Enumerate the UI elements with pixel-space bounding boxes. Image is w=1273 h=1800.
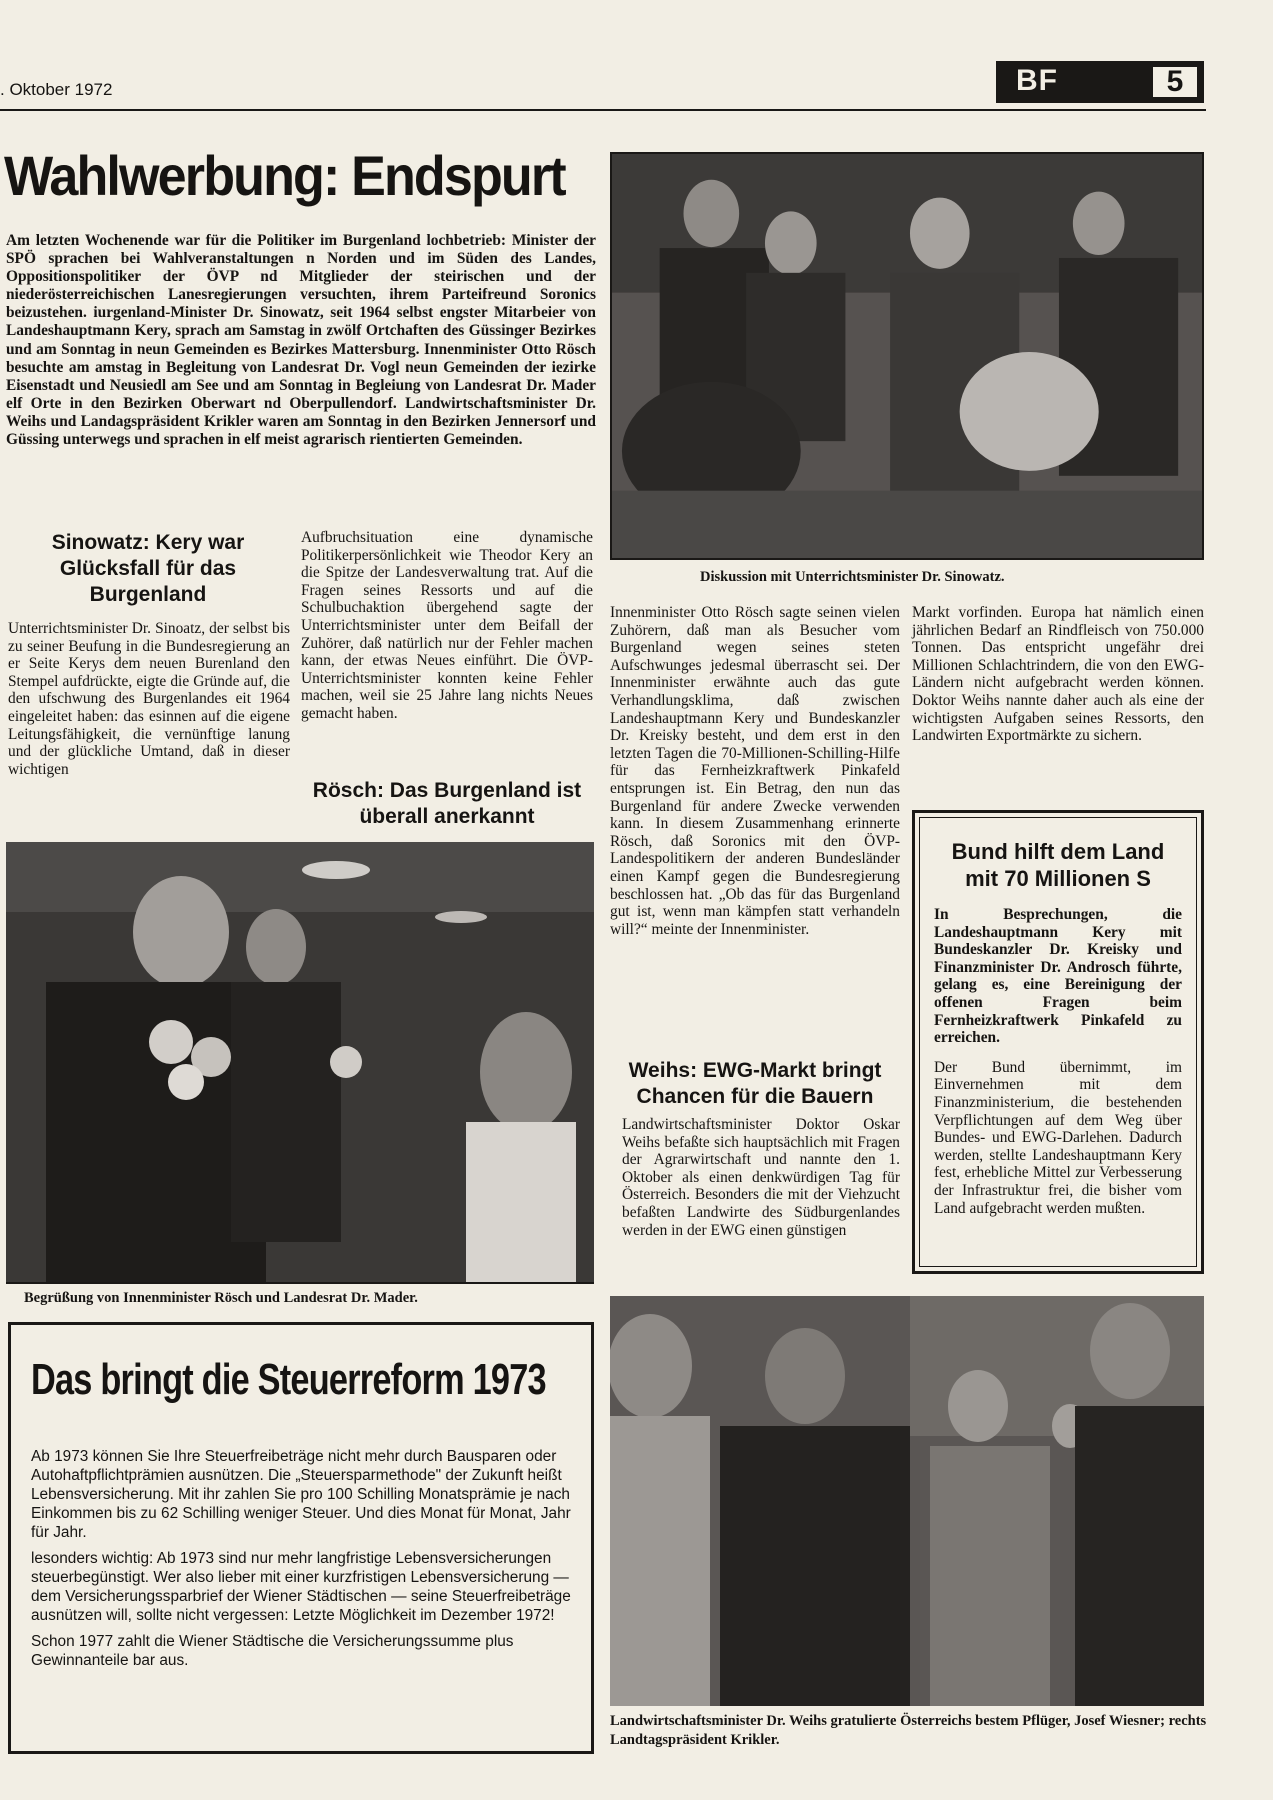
box-bund-text: Der Bund übernimmt, im Einvernehmen mit dem Finanzministerium, die bestehenden Verpflichtungen auf dem Weg über Bundes- und EWG-Darlehen. Dadurch werden, stellte Landeshauptmann Kery fest, erhebliche Mittel zur Verbesserung der Infrastruktur frei, die bisher vom Land aufgebracht werden mußten. bbox=[934, 1058, 1182, 1217]
weihs-text-continued: Markt vorfinden. Europa hat nämlich einen jährlichen Bedarf an Rindfleisch von 750.000 Tonnen. Das entspricht ungefähr drei Millionen Schlachtrindern, die von den EWG-Ländern nicht aufgebracht werden können. Doktor Weihs nannte daher auch als eine der wichtigsten Aufgaben seines Ressorts, den Landwirten Exportmärkte zu sichern. bbox=[912, 604, 1204, 745]
subhead-sinowatz: Sinowatz: Kery war Glücksfall für das Burgenland bbox=[51, 531, 245, 606]
box-bund-hilft bbox=[912, 810, 1204, 1274]
roesch-text: Innenminister Otto Rösch sagte seinen vielen Zuhörern, daß man als Besucher vom Burgenland wegen seines steten Aufschwunges jedesmal überrascht sei. Der Innenminister erwähnte auch das gute Verhandlungsklima, daß zwischen Landeshauptmann Kery und Bundeskanzler Dr. Kreisky besteht, und dem erst in den letzten Tagen die 70-Millionen-Schilling-Hilfe für das Fernheizkraftwerk Pinkafeld entsprungen ist. Ein Betrag, den nun das Burgenland für andere Zwecke verwenden kann. In diesem Zusammenhang erinnerte Rösch, daß Soronics mit den ÖVP-Landespolitikern der anderen Bundesländer einen Kampf gegen die Bundesregierung beschlossen hat. „Ob das für das Burgenland gut ist, wenn man kämpfen statt verhandeln will?“ meinte der Innenminister. bbox=[610, 604, 900, 938]
section-label: BF bbox=[1016, 64, 1058, 97]
subhead-weihs: Weihs: EWG-Markt bringt Chancen für die Bauern bbox=[628, 1059, 882, 1108]
subhead-roesch-block bbox=[301, 778, 593, 830]
photo-greeting-rule bbox=[6, 1282, 594, 1284]
box-bund-headline: Bund hilft dem Land mit 70 Millionen S bbox=[951, 839, 1165, 891]
main-lead: Am letzten Wochenende war für die Politiker im Burgenland lochbetrieb: Minister der SPÖ sprachen bei Wahlveranstaltungen n Norden und im Süden des Landes, Oppositionspolitiker der ÖVP nd Mitglieder der steirischen und der niederösterreichischen Lanesregierungen versuchten, ihrem Parteifreund Soronics beizustehen. iurgenland-Minister Dr. Sinowatz, seit 1964 selbst engster Mitarbeier von Landeshauptmann Kery, sprach am Samstag in zwölf Ortchaften des Güssinger Bezirkes und am Sonntag in neun Gemeinden es Bezirkes Mattersburg. Innenminister Otto Rösch besuchte am amstag in Begleitung von Landesrat Dr. Vogl neun Gemeinden der iezirke Eisenstadt und Neusiedl am See und am Sonntag in Begleiung von Landesrat Dr. Mader elf Orte in den Bezirken Oberwart nd Oberpullendorf. Landwirtschaftsminister Dr. Weihs und Landagspräsident Krikler waren am Sonntag in den Bezirken Jennersorf und Güssing unterwegs und sprachen in elf meist agrarisch rientierten Gemeinden. bbox=[6, 232, 596, 449]
issue-date: . Oktober 1972 bbox=[0, 80, 113, 99]
ad-para2: lesonders wichtig: Ab 1973 sind nur mehr langfristige Lebensversicherungen steuerbegünstigt. Wer also lieber mit einer kurzfristigen Lebensversicherung — dem Versicherungssparbrief der Wiener Städtischen — seine Steuerfreibeträge ausnützen will, sollte nicht vergessen: Letzte Möglichkeit im Dezember 1972! bbox=[31, 1550, 571, 1624]
subhead-weihs-block bbox=[610, 1058, 900, 1110]
sinowatz-text-col1: Unterrichtsminister Dr. Sinoatz, der selbst bis zu seiner Beufung in die Bundesregierung an er Seite Kerys dem neuen Burenland den Stempel aufdrückte, eigte die Gründe auf, die den ufschwung des Burgenlandes eit 1964 eingeleitet haben: das esinnen auf die eigene Leitungsfähigkeit, die vernünftige lanung und der glückliche Umtand, daß in dieser wichtigen bbox=[8, 620, 290, 778]
subhead-sinowatz-block bbox=[8, 530, 288, 608]
caption-weihs: Landwirtschaftsminister Dr. Weihs gratulierte Österreichs bestem Pflüger, Josef Wiesner; rechts Landtagspräsident Krikler. bbox=[610, 1713, 1207, 1748]
ad-para3: Schon 1977 zahlt die Wiener Städtische die Versicherungssumme plus Gewinnanteile bar aus. bbox=[31, 1633, 514, 1669]
sinowatz-text-col2: Aufbruchsituation eine dynamische Politikerpersönlichkeit wie Theodor Kery an die Spitze der Landesverwaltung trat. Auf die Fragen seines Ressorts und auf die Schulbuchaktion übergehend sagte der Unterrichtsminister unter dem Beifall der Zuhörer, daß natürlich nur der Fehler machen kann, der etwas Neues einführt. Die ÖVP-Unterrichtsminister konnten keine Fehler machen, weil sie 25 Jahre lang nichts Neues gemacht haben. bbox=[301, 529, 593, 722]
photo-discussion-sinowatz bbox=[610, 152, 1204, 560]
caption-roesch: Begrüßung von Innenminister Rösch und Landesrat Dr. Mader. bbox=[24, 1290, 418, 1306]
photo-ploughing-winner bbox=[610, 1296, 1204, 1706]
ad-steuerreform-headline: Das bringt die Steuerreform 1973 bbox=[31, 1355, 546, 1404]
weihs-text: Landwirtschaftsminister Doktor Oskar Weihs befaßte sich hauptsächlich mit Fragen der Agrarwirtschaft und nannte den 1. Oktober als einen denkwürdigen Tag für Österreich. Besonders die mit der Viehzucht befaßten Landwirte des Südburgenlandes werden in der EWG einen günstigen bbox=[622, 1116, 900, 1239]
ad-para1: Ab 1973 können Sie Ihre Steuerfreibeträge nicht mehr durch Bausparen oder Autohaftpflichtprämien ausnützen. Die „Steuersparmethode" der Zukunft heißt Lebensversicherung. Mit ihr zahlen Sie pro 100 Schilling Monatsprämie je nach Einkommen bis zu 62 Schilling weniger Steuer. Und dies Monat für Monat, Jahr für Jahr. bbox=[31, 1448, 571, 1541]
ad-steuerreform bbox=[8, 1322, 594, 1754]
photo-greeting-roesch bbox=[6, 842, 594, 1282]
subhead-roesch: Rösch: Das Burgenland ist überall anerkannt bbox=[312, 779, 582, 828]
main-headline: Wahlwerbung: Endspurt bbox=[4, 144, 565, 207]
caption-sinowatz: Diskussion mit Unterrichtsminister Dr. Sinowatz. bbox=[700, 569, 1005, 585]
header-rule bbox=[0, 109, 1206, 111]
box-bund-lead: In Besprechungen, die Landeshauptmann Kery mit Bundeskanzler Dr. Kreisky und Finanzminister Dr. Androsch führte, gelang es, eine Bereinigung der offenen Fragen beim Fernheizkraftwerk Pinkafeld zu erreichen. bbox=[934, 906, 1182, 1047]
page-number: 5 bbox=[1166, 65, 1184, 98]
